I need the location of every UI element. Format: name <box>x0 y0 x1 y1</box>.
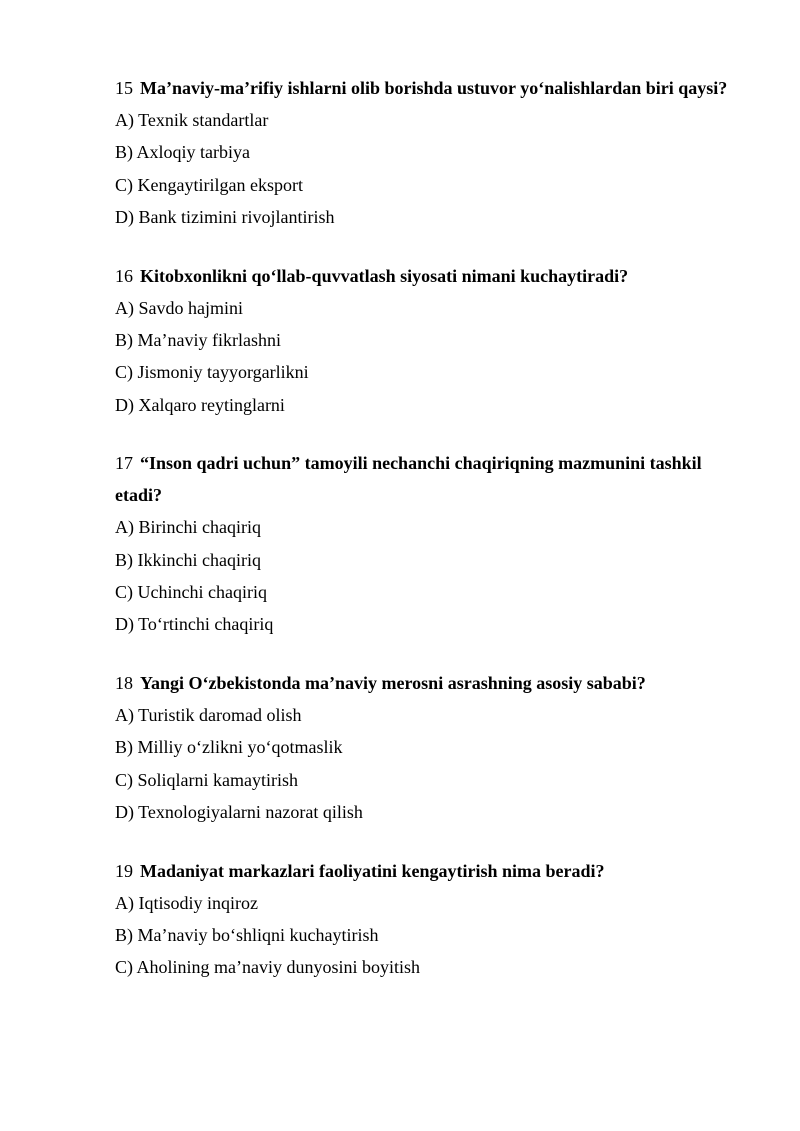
question-number: 15 <box>115 78 133 98</box>
option-c: C) Jismoniy tayyorgarlikni <box>115 362 309 383</box>
question-number: 19 <box>115 860 133 881</box>
option-b: B) Ikkinchi chaqiriq <box>115 549 261 570</box>
option-a: A) Iqtisodiy inqiroz <box>115 892 258 913</box>
question-15 <box>115 72 735 234</box>
option-a: A) Birinchi chaqiriq <box>115 517 261 538</box>
option-c: C) Kengaytirilgan eksport <box>115 174 303 195</box>
question-number: 18 <box>115 672 133 693</box>
question-number: 17 <box>115 453 133 474</box>
option-b: B) Ma’naviy fikrlashni <box>115 330 281 351</box>
question-title <box>115 667 735 699</box>
question-title <box>115 855 735 887</box>
question-title <box>115 260 735 292</box>
option-b: B) Ma’naviy bo‘shliqni kuchaytirish <box>115 924 379 945</box>
question-text: Yangi O‘zbekistonda ma’naviy merosni asrashning asosiy sababi? <box>140 672 646 693</box>
option-d: D) To‘rtinchi chaqiriq <box>115 614 274 635</box>
option-c: C) Aholining ma’naviy dunyosini boyitish <box>115 957 420 978</box>
question-text: Madaniyat markazlari faoliyatini kengaytirish nima beradi? <box>140 860 605 881</box>
option-c: C) Soliqlarni kamaytirish <box>115 769 298 790</box>
option-c: C) Uchinchi chaqiriq <box>115 582 267 603</box>
question-text: Kitobxonlikni qo‘llab-quvvatlash siyosati nimani kuchaytiradi? <box>140 265 629 286</box>
option-d: D) Xalqaro reytinglarni <box>115 394 285 415</box>
option-a: A) Turistik daromad olish <box>115 704 302 725</box>
question-number: 16 <box>115 265 133 286</box>
question-text: Ma’naviy-ma’rifiy ishlarni olib borishda ustuvor yo‘nalishlardan biri qaysi? <box>140 78 728 98</box>
question-19 <box>115 855 735 984</box>
question-text: “Inson qadri uchun” tamoyili nechanchi chaqiriqning mazmunini tashkil etadi? <box>115 453 702 506</box>
option-a: A) Savdo hajmini <box>115 297 243 318</box>
document-page <box>115 72 735 1010</box>
option-d: D) Bank tizimini rivojlantirish <box>115 207 335 228</box>
option-a: A) Texnik standartlar <box>115 110 269 130</box>
question-title <box>115 447 735 511</box>
option-b: B) Milliy o‘zlikni yo‘qotmaslik <box>115 737 343 758</box>
question-16 <box>115 260 735 422</box>
option-b: B) Axloqiy tarbiya <box>115 142 250 163</box>
question-title <box>115 72 735 104</box>
option-d: D) Texnologiyalarni nazorat qilish <box>115 802 363 823</box>
question-17 <box>115 447 735 641</box>
question-18 <box>115 667 735 829</box>
